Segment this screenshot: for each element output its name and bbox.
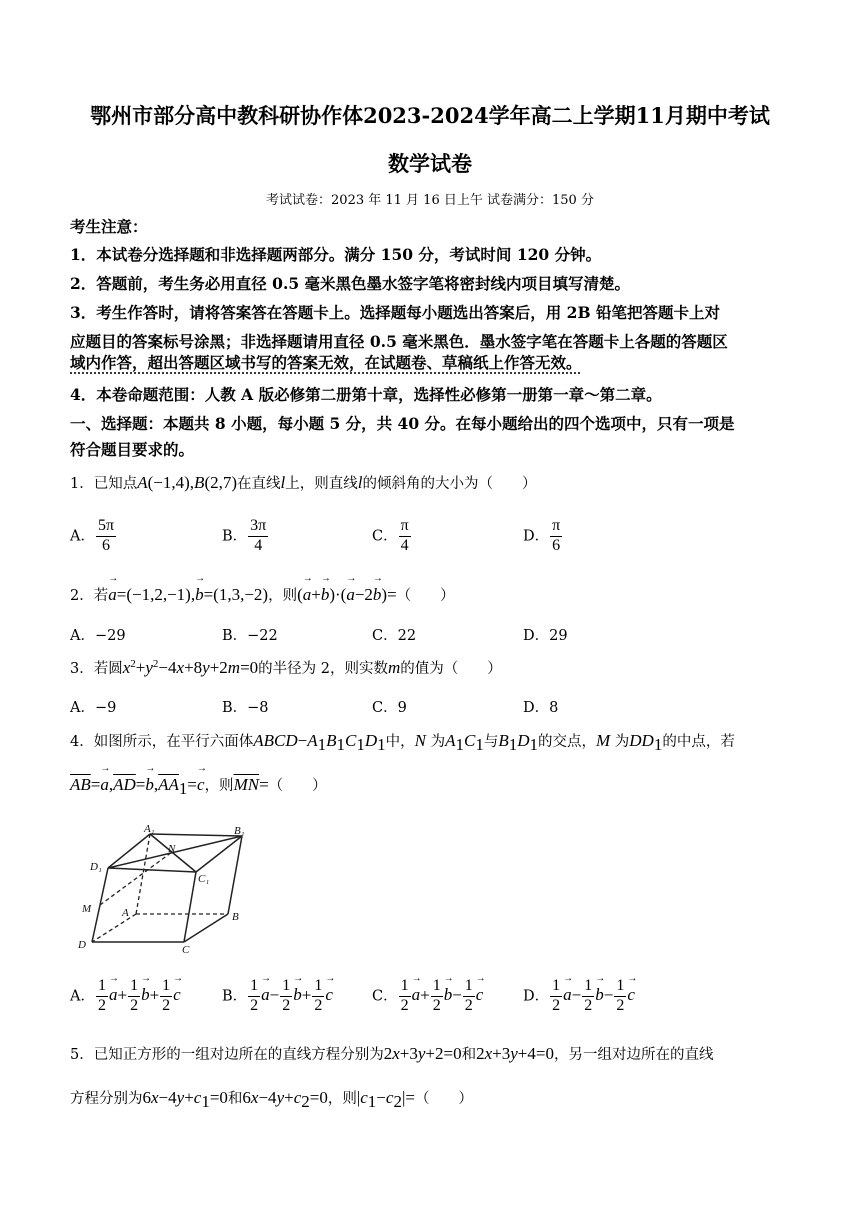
question-4: 4．如图所示，在平行六面体$ABCD-A_1B_1C_1D_1$中，N 为$A_1C_1$与$B_1D_1$的交点，M 为$DD_1$的中点，若 bbox=[70, 731, 735, 754]
q1-option-b[interactable]: B． $\frac{3\pi}{4}$ bbox=[222, 517, 267, 554]
notice-item-3-cont2: 域内作答，超出答题区域书写的答案无效，在试题卷、草稿纸上作答无效。 bbox=[70, 353, 582, 372]
notice-item-3-cont: 应题目的答案标号涂黑；非选择题请用直径 0.5 毫米黑色．墨水签字笔在答题卡上各题的答题区 bbox=[70, 332, 728, 351]
exam-info: 考试试卷：2023 年 11 月 16 日上午 试卷满分：150 分 bbox=[266, 193, 594, 208]
q1-option-d[interactable]: D． $\frac{\pi}{6}$ bbox=[523, 517, 561, 554]
q4-option-a[interactable]: A． $\frac{1}{2}$ → a+ $\frac{1}{2}$ → b+ $\frac{1}{2}$ → c bbox=[70, 978, 181, 1015]
section-heading-cont: 符合题目要求的。 bbox=[70, 440, 195, 459]
q4-option-d[interactable]: D． $\frac{1}{2}$ → a− $\frac{1}{2}$ → b− $\frac{1}{2}$ → c bbox=[523, 978, 635, 1015]
q1-option-a[interactable]: A． $\frac{5\pi}{6}$ bbox=[70, 517, 115, 554]
section-heading: 一、选择题：本题共 8 小题，每小题 5 分，共 40 分。在每小题给出的四个选项中，只有一项是 bbox=[70, 414, 735, 433]
notice-item-3: 3．考生作答时，请将答案答在答题卡上。选择题每小题选出答案后，用 2B 铅笔把答题卡上对 bbox=[70, 303, 720, 322]
question-3: 3．若圆$x^2+y^2-4x+8y+2m=0$的半径为 2，则实数m的值为（ ） bbox=[70, 658, 502, 677]
label-d1: D₁ bbox=[90, 861, 102, 873]
notice-item-4: 4．本卷命题范围：人教 A 版必修第二册第十章，选择性必修第一册第一章～第二章。 bbox=[70, 385, 662, 404]
question-5-cont: 方程分别为$6x-4y+c_1=0$和$6x-4y+c_2=0$，则$|c_1-c_2|=$（ ） bbox=[70, 1088, 473, 1111]
notice-heading: 考生注意： bbox=[70, 217, 148, 236]
question-1: 1．已知点A(−1,4),B(2,7)在直线l上，则直线l的倾斜角的大小为（ ） bbox=[70, 473, 537, 492]
q3-option-d[interactable]: D．8 bbox=[523, 700, 559, 716]
page-subtitle: 数学试卷 bbox=[388, 151, 472, 176]
q1-option-c[interactable]: C． $\frac{\pi}{4}$ bbox=[372, 517, 409, 554]
q2-option-c[interactable]: C．22 bbox=[372, 628, 417, 644]
q3-option-b[interactable]: B．−8 bbox=[222, 700, 269, 716]
label-c1: C₁ bbox=[198, 873, 210, 885]
q3-option-a[interactable]: A．−9 bbox=[70, 700, 117, 716]
q4-option-c[interactable]: C． $\frac{1}{2}$ → a+ $\frac{1}{2}$ → b− $\frac{1}{2}$ → c bbox=[372, 978, 483, 1015]
question-5: 5．已知正方形的一组对边所在的直线方程分别为2x+3y+2=0和2x+3y+4=0，另一组对边所在的直线 bbox=[70, 1044, 714, 1063]
label-m: M bbox=[82, 903, 92, 915]
label-c: C bbox=[182, 944, 190, 954]
q2-option-a[interactable]: A．−29 bbox=[70, 628, 126, 644]
q2-option-d[interactable]: D．29 bbox=[523, 628, 568, 644]
label-d: D bbox=[78, 939, 86, 951]
page-title: 鄂州市部分高中教科研协作体2023-2024学年高二上学期11月期中考试 bbox=[90, 103, 770, 128]
question-4-cont: $\overline{AB}=\to a,\overline{AD}=\to b,\overline{AA}_1=\to c$，则$\overline{MN}=$（ ） bbox=[70, 774, 327, 799]
label-b1: B₁ bbox=[234, 825, 245, 837]
label-a: A bbox=[122, 907, 129, 919]
label-n: N bbox=[168, 843, 176, 855]
parallelepiped-figure bbox=[72, 822, 252, 954]
q3-option-c[interactable]: C．9 bbox=[372, 700, 407, 716]
q2-option-b[interactable]: B．−22 bbox=[222, 628, 278, 644]
notice-item-2: 2．答题前，考生务必用直径 0.5 毫米黑色墨水签字笔将密封线内项目填写清楚。 bbox=[70, 274, 631, 293]
question-2: 2．若→ a=(−1,2,−1),→ b=(1,3,−2)，则(→ a+→ b)·(→ a−2→ b)=（ ） bbox=[70, 584, 455, 605]
q4-option-b[interactable]: B． $\frac{1}{2}$ → a− $\frac{1}{2}$ → b+ $\frac{1}{2}$ → c bbox=[222, 978, 333, 1015]
notice-item-1: 1．本试卷分选择题和非选择题两部分。满分 150 分，考试时间 120 分钟。 bbox=[70, 245, 602, 264]
label-b: B bbox=[232, 911, 239, 923]
label-a1: A₁ bbox=[144, 823, 155, 835]
